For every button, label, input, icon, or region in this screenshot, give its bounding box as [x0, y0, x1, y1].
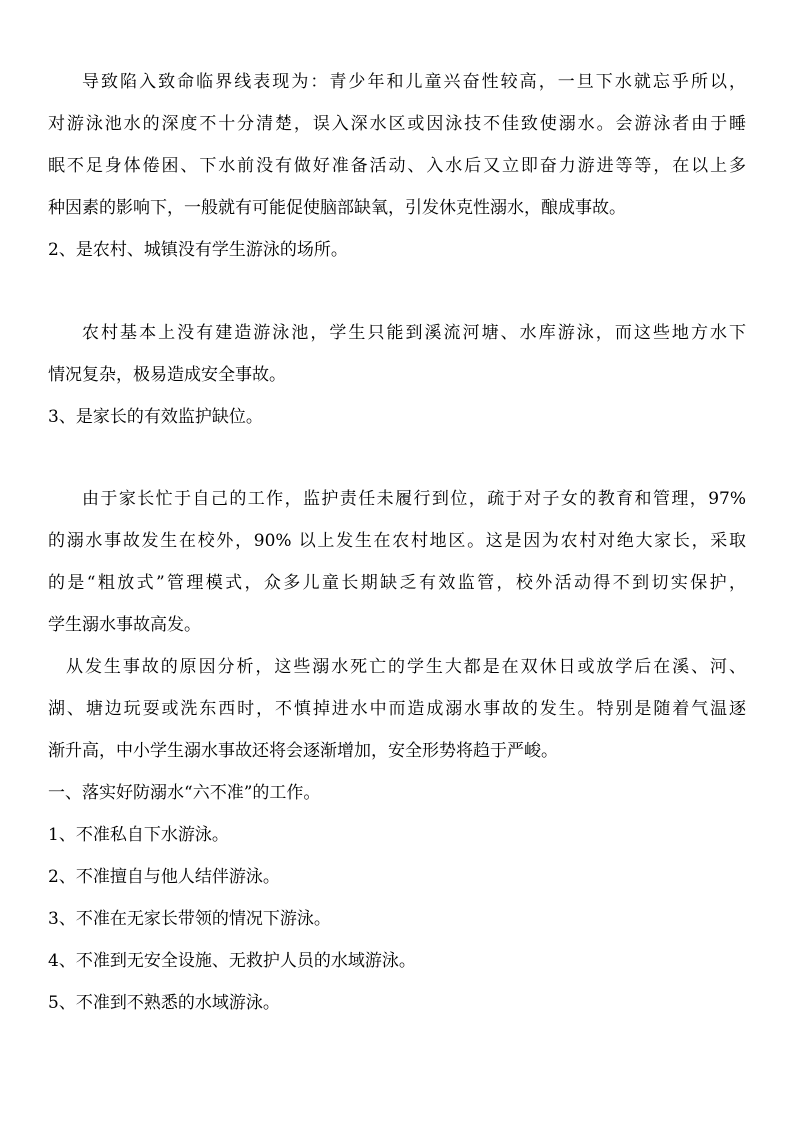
paragraph-3-line-1: 由于家长忙于自己的工作，监护责任未履行到位，疏于对子女的教育和管理，97% [82, 489, 746, 509]
list-item-1: 1、不准私自下水游泳。 [48, 825, 229, 845]
paragraph-3-line-3: 的是“粗放式”管理模式，众多儿童长期缺乏有效监管，校外活动得不到切实保护， [48, 573, 746, 593]
paragraph-1-line-2: 对游泳池水的深度不十分清楚，误入深水区或因泳技不佳致使溺水。会游泳者由于睡 [48, 114, 746, 134]
section-heading-one: 一、落实好防溺水“六不准”的工作。 [48, 783, 321, 803]
list-item-2: 2、不准擅自与他人结伴游泳。 [48, 867, 280, 887]
heading-2: 2、是农村、城镇没有学生游泳的场所。 [48, 240, 348, 260]
paragraph-3-line-4: 学生溺水事故高发。 [48, 615, 201, 635]
list-item-5: 5、不准到不熟悉的水域游泳。 [48, 993, 280, 1013]
paragraph-1-line-3: 眠不足身体倦困、下水前没有做好准备活动、入水后又立即奋力游进等等，在以上多 [48, 156, 746, 176]
heading-3: 3、是家长的有效监护缺位。 [48, 407, 263, 427]
paragraph-2-line-2: 情况复杂，极易造成安全事故。 [48, 365, 286, 385]
paragraph-1-line-1: 导致陷入致命临界线表现为：青少年和儿童兴奋性较高，一旦下水就忘乎所以， [82, 72, 746, 92]
paragraph-3-line-2: 的溺水事故发生在校外，90% 以上发生在农村地区。这是因为农村对绝大家长，采取 [48, 531, 746, 551]
paragraph-4-line-2: 湖、塘边玩耍或洗东西时，不慎掉进水中而造成溺水事故的发生。特别是随着气温逐 [48, 699, 746, 719]
list-item-4: 4、不准到无安全设施、无救护人员的水域游泳。 [48, 951, 416, 971]
list-item-3: 3、不准在无家长带领的情况下游泳。 [48, 909, 331, 929]
paragraph-2-line-1: 农村基本上没有建造游泳池，学生只能到溪流河塘、水库游泳，而这些地方水下 [82, 323, 746, 343]
paragraph-1-line-4: 种因素的影响下，一般就有可能促使脑部缺氧，引发休克性溺水，酿成事故。 [48, 198, 626, 218]
paragraph-4-line-3: 渐升高，中小学生溺水事故还将会逐渐增加，安全形势将趋于严峻。 [48, 741, 558, 761]
paragraph-4-line-1: 从发生事故的原因分析，这些溺水死亡的学生大都是在双休日或放学后在溪、河、 [66, 657, 746, 677]
